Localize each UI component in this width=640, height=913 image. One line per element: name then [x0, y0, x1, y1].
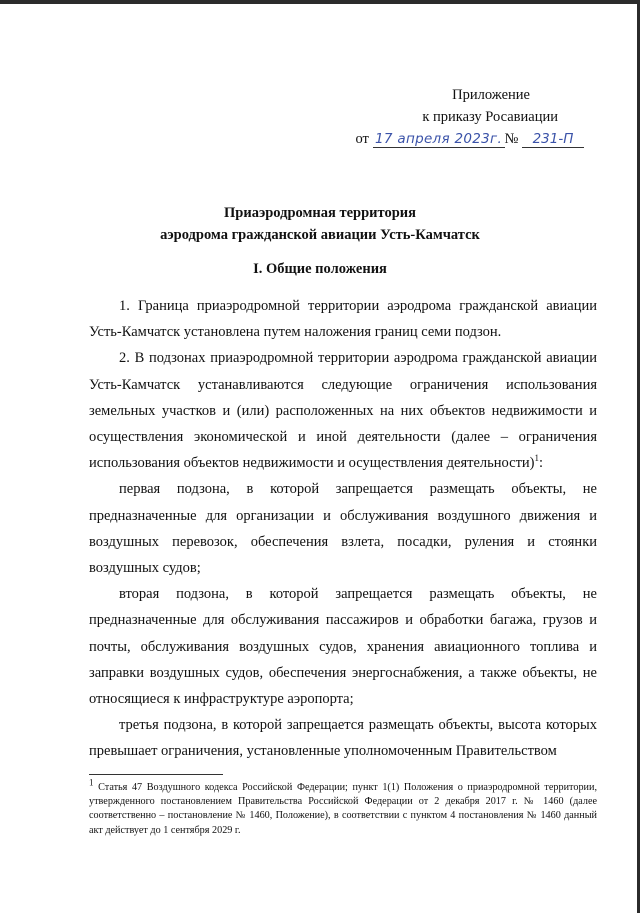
- footnote-text: Статья 47 Воздушного кодекса Российской Федерации; пункт 1(1) Положения о приаэродромной территории, утвержденного постановлением Правительства Российской Федерации от 2 декабря 2017 г. № 1460 (далее соответственно – постановление № 1460, Положение), в соответствии с пунктом 4 постановления № 1460 данный акт действует до 1 сентября 2029 г.: [89, 782, 598, 836]
- handwritten-date: 17 апреля 2023г.: [373, 131, 505, 148]
- document-body: [89, 293, 597, 765]
- document-title: [0, 202, 640, 246]
- subzone-1-paragraph: первая подзона, в которой запрещается размещать объекты, не предназначенные для организации и обслуживания воздушного движения и воздушных перевозок, обеспечения взлета, посадки, руления и стоянки воздушных судов;: [89, 481, 597, 577]
- appendix-block: [356, 84, 585, 150]
- subzone-3-paragraph: третья подзона, в которой запрещается размещать объекты, высота которых превышает ограничения, установленные уполномоченным Правительством: [89, 717, 597, 760]
- from-label: от: [355, 131, 369, 147]
- appendix-date-number: [356, 128, 585, 150]
- number-label: №: [504, 131, 519, 147]
- paragraph-2-text: 2. В подзонах приаэродромной территории аэродрома гражданской авиации Усть-Камчатск устанавливаются следующие ограничения использования земельных участков и (или) расположенных на них объектов недвижимости и осуществления экономической и иной деятельности (далее – ограничения использования объектов недвижимости и осуществления деятельности): [89, 350, 597, 472]
- footnote-divider: [89, 774, 223, 775]
- paragraph-2: [89, 345, 597, 476]
- scan-edge-top: [0, 0, 640, 4]
- appendix-title: Приложение: [452, 87, 530, 103]
- subzone-2-paragraph: вторая подзона, в которой запрещается размещать объекты, не предназначенные для обслуживания пассажиров и обработки багажа, грузов и почты, обслуживания воздушных судов, хранения авиационного топлива и заправки воздушных судов, обеспечения энергоснабжения, а также объекты, не относящиеся к инфраструктуре аэропорта;: [89, 586, 597, 708]
- title-line-2: аэродрома гражданской авиации Усть-Камчатск: [160, 227, 480, 243]
- footnote-reference: 1: [534, 453, 539, 464]
- footnote-marker: 1: [89, 777, 94, 788]
- title-line-1: Приаэродромная территория: [224, 205, 416, 221]
- appendix-order-ref: к приказу Росавиации: [422, 109, 558, 125]
- footnote: [89, 777, 598, 838]
- handwritten-number: 231-П: [522, 131, 584, 148]
- paragraph-2-colon: :: [539, 455, 544, 472]
- section-heading: I. Общие положения: [253, 261, 387, 277]
- paragraph-1: 1. Граница приаэродромной территории аэродрома гражданской авиации Усть-Камчатск установлена путем наложения границ семи подзон.: [89, 298, 597, 341]
